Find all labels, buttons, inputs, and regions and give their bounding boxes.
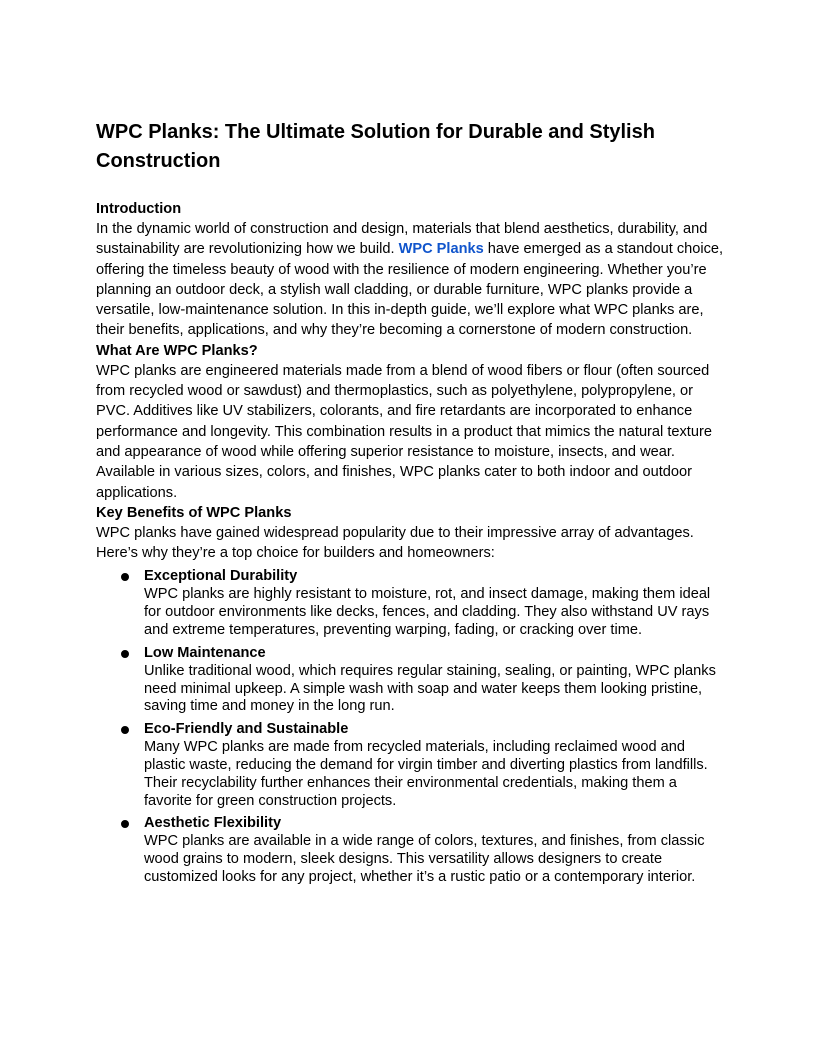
list-item <box>144 720 724 810</box>
list-item <box>144 644 724 716</box>
benefit-title: Exceptional Durability <box>144 568 298 585</box>
benefit-title: Low Maintenance <box>144 644 266 661</box>
key-benefits-intro: WPC planks have gained widespread popularity due to their impressive array of advantages. Here’s why they’re a top choice for builders and homeowners: <box>96 524 694 562</box>
benefit-text: Unlike traditional wood, which requires regular staining, sealing, or painting, WPC planks need minimal upkeep. A simple wash with soap and water keeps them looking pristine, saving time and money in the long run. <box>144 662 716 715</box>
introduction-section <box>96 199 724 341</box>
benefit-text: Many WPC planks are made from recycled materials, including reclaimed wood and plastic waste, reducing the demand for virgin timber and diverting plastics from landfills. Their recyclability further enhances their environmental credentials, making them a favorite for green construction projects. <box>144 739 708 809</box>
introduction-text-start: In the dynamic world of construction and design, materials that blend aesthetics, durability, and sustainability are revolutionizing how we build. <box>96 221 708 258</box>
what-are-wpc-paragraph: WPC planks are engineered materials made from a blend of wood fibers or flour (often sourced from recycled wood or sawdust) and thermoplastics, such as polyethylene, polypropylene, or PVC. Additives like UV stabilizers, colorants, and fire retardants are incorporated to enhance performance and longevity. This combination results in a product that mimics the natural texture and appearance of wood while offering superior resistance to moisture, insects, and wear. Available in various sizes, colors, and finishes, WPC planks cater to both indoor and outdoor applications. <box>96 362 712 501</box>
key-benefits-section <box>96 503 724 887</box>
list-item <box>144 814 724 886</box>
bullet-icon <box>121 820 129 828</box>
document-title: WPC Planks: The Ultimate Solution for Durable and Stylish Construction <box>96 121 655 172</box>
document-body <box>96 118 724 891</box>
introduction-heading: Introduction <box>96 201 182 217</box>
benefit-text: WPC planks are available in a wide range of colors, textures, and finishes, from classic wood grains to modern, sleek designs. This versatility allows designers to create customized looks for any project, whether it’s a rustic patio or a contemporary interior. <box>144 833 705 886</box>
benefit-title: Eco-Friendly and Sustainable <box>144 721 349 738</box>
bullet-icon <box>121 573 129 581</box>
benefit-title: Aesthetic Flexibility <box>144 815 282 832</box>
wpc-planks-link[interactable]: WPC Planks <box>398 241 484 258</box>
benefits-list <box>96 567 724 886</box>
what-are-wpc-heading: What Are WPC Planks? <box>96 342 258 359</box>
what-are-wpc-section <box>96 341 724 503</box>
introduction-text-end: have emerged as a standout choice, offering the timeless beauty of wood with the resilience of modern engineering. Whether you’re planning an outdoor deck, a stylish wall cladding, or durable furniture, WPC planks provide a versatile, low-maintenance solution. In this in-depth guide, we’ll explore what WPC planks are, their benefits, applications, and why they’re becoming a cornerstone of modern construction. <box>96 241 724 339</box>
key-benefits-heading: Key Benefits of WPC Planks <box>96 504 292 521</box>
bullet-icon <box>121 726 129 734</box>
list-item <box>144 567 724 639</box>
bullet-icon <box>121 650 129 658</box>
introduction-paragraph <box>96 219 724 341</box>
benefit-text: WPC planks are highly resistant to moisture, rot, and insect damage, making them ideal for outdoor environments like decks, fences, and cladding. They also withstand UV rays and extreme temperatures, preventing warping, fading, or cracking over time. <box>144 586 711 639</box>
